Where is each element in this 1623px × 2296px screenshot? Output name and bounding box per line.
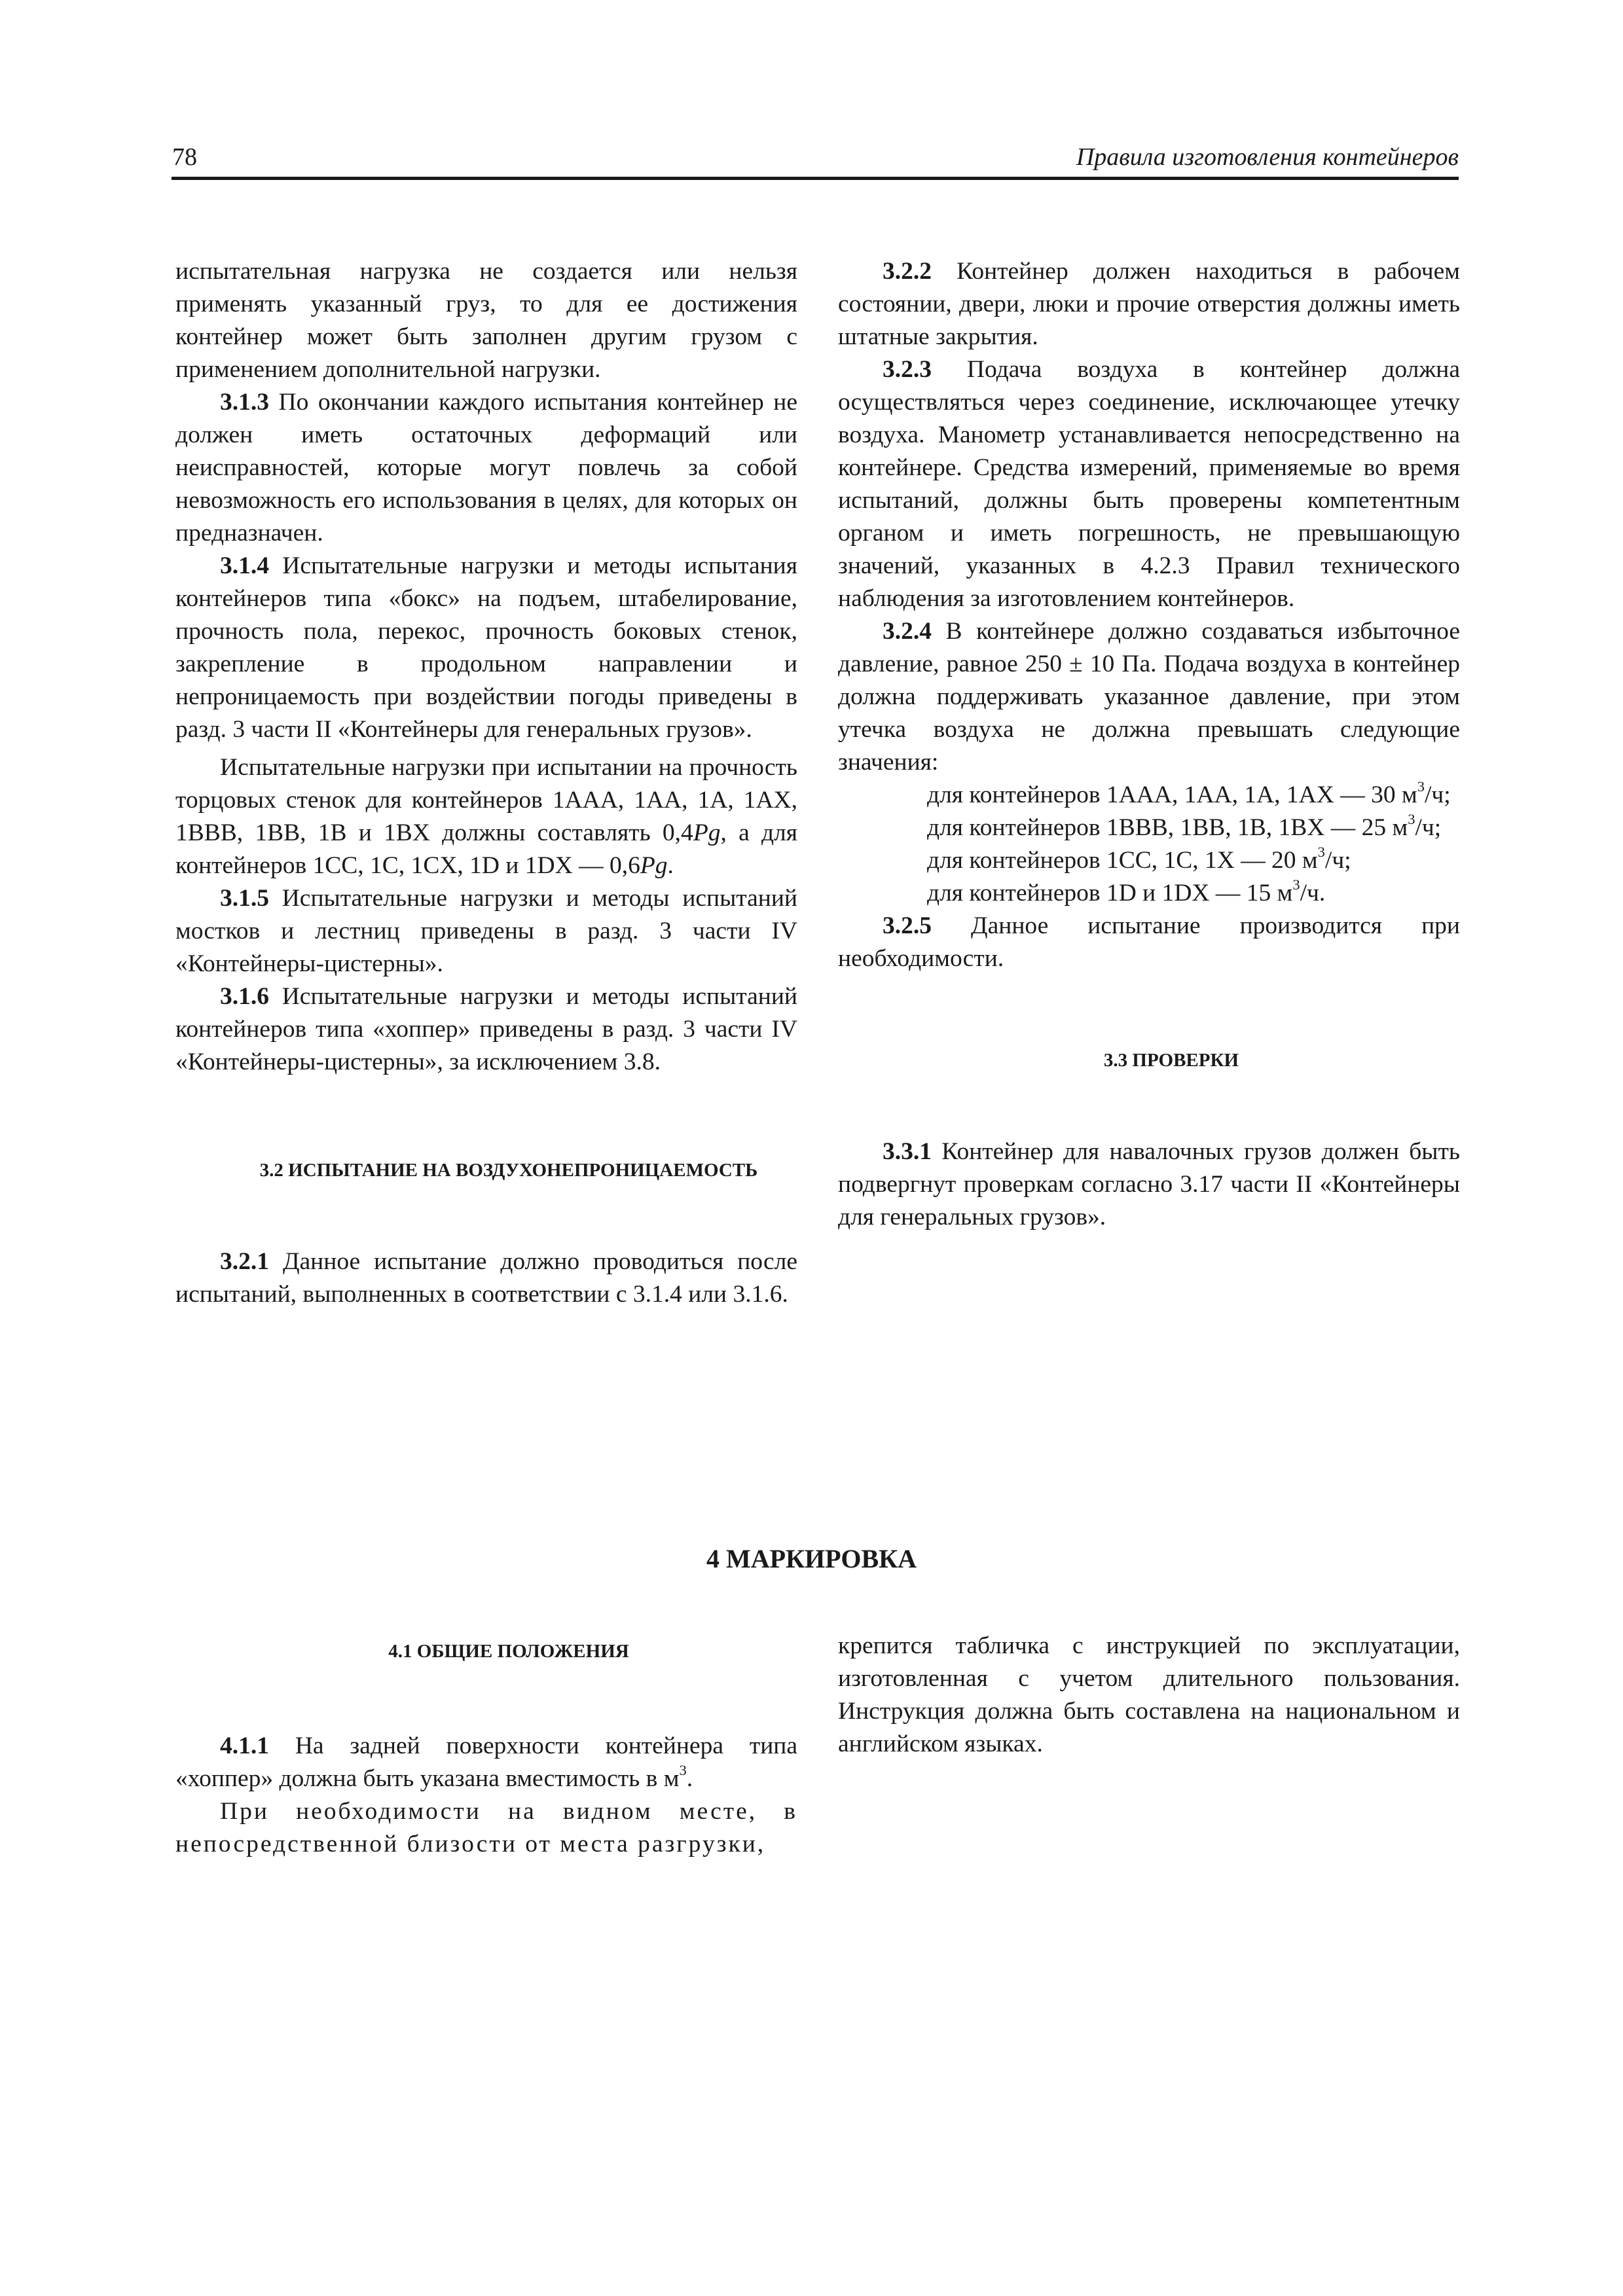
clause-text: Данное испытание производится при необходимости. bbox=[838, 912, 1460, 972]
chapter4-right-column bbox=[838, 1630, 1460, 1761]
text-run: для контейнеров 1BBB, 1BB, 1B, 1BX — 25 м bbox=[927, 814, 1408, 841]
leak-limit-item bbox=[838, 779, 1460, 812]
clause-text: В контейнере должно создаваться избыточное давление, равное 250 ± 10 Па. Подача воздуха в контейнер должна поддерживать указанное давление, при этом утечка воздуха не должна превышать следующие значения: bbox=[838, 618, 1460, 776]
pg-symbol: Pg bbox=[640, 852, 668, 879]
chapter4-left-column bbox=[175, 1638, 797, 1861]
superscript: 3 bbox=[1292, 876, 1300, 893]
page-number: 78 bbox=[172, 143, 197, 171]
superscript: 3 bbox=[679, 1762, 687, 1779]
clause-number: 3.2.2 bbox=[883, 258, 932, 285]
clause-3-2-5 bbox=[838, 910, 1460, 975]
end-wall-loads-paragraph bbox=[175, 751, 797, 882]
leak-limit-item bbox=[838, 812, 1460, 844]
right-column bbox=[838, 255, 1460, 1234]
clause-text: Испытательные нагрузки и методы испытания контейнеров типа «бокс» на подъем, штабелирование, прочность пола, перекос, прочность боковых стенок, закрепление в продольном направлении и непроницаемость при воздействии погоды приведены в разд. 3 части II «Контейнеры для генеральных грузов». bbox=[175, 552, 797, 743]
clause-number: 3.2.3 bbox=[883, 356, 932, 383]
clause-3-2-3 bbox=[838, 353, 1460, 615]
pg-symbol: Pg bbox=[693, 819, 721, 846]
clause-3-2-2 bbox=[838, 255, 1460, 353]
clause-3-2-4 bbox=[838, 615, 1460, 779]
leak-limit-item bbox=[838, 877, 1460, 910]
clause-text: На задней поверхности контейнера типа «хоппер» должна быть указана вместимость в м bbox=[175, 1732, 797, 1792]
clause-number: 4.1.1 bbox=[220, 1732, 269, 1759]
text-run: /ч; bbox=[1415, 814, 1442, 841]
clause-3-2-1 bbox=[175, 1246, 797, 1311]
paragraph-continuation: испытательная нагрузка не создается или нельзя применять указанный груз, то для ее достижения контейнер может быть заполнен другим грузом с применением дополнительной нагрузки. bbox=[175, 258, 797, 383]
clause-number: 3.1.6 bbox=[220, 983, 269, 1010]
clause-number: 3.2.4 bbox=[883, 618, 932, 645]
leak-limit-item bbox=[838, 844, 1460, 877]
clause-3-1-6 bbox=[175, 980, 797, 1079]
superscript: 3 bbox=[1417, 778, 1425, 795]
text-run: , а для контейнеров 1CC, 1C, 1CX, 1D и 1DX — 0,6 bbox=[175, 819, 798, 879]
clause-text: Контейнер должен находиться в рабочем состоянии, двери, люки и прочие отверстия должны иметь штатные закрытия. bbox=[838, 258, 1460, 350]
section-heading-4-1: 4.1 ОБЩИЕ ПОЛОЖЕНИЯ bbox=[388, 1641, 629, 1662]
clause-3-3-1 bbox=[838, 1136, 1460, 1234]
running-title: Правила изготовления контейнеров bbox=[1076, 143, 1459, 171]
clause-number: 3.1.5 bbox=[220, 885, 269, 912]
text-run: для контейнеров 1AAA, 1AA, 1A, 1AX — 30 м bbox=[927, 781, 1417, 808]
clause-text: Испытательные нагрузки и методы испытаний контейнеров типа «хоппер» приведены в разд. 3 части IV «Контейнеры-цистерны», за исключением 3.8. bbox=[175, 983, 797, 1075]
left-column bbox=[175, 255, 797, 1311]
clause-3-1-4 bbox=[175, 550, 797, 746]
header-rule bbox=[172, 177, 1459, 180]
section-heading-3-2: 3.2 ИСПЫТАНИЕ НА ВОЗДУХОНЕПРОНИЦАЕМОСТЬ bbox=[259, 1160, 758, 1181]
text-run: /ч; bbox=[1424, 781, 1451, 808]
text-run: для контейнеров 1CC, 1C, 1X — 20 м bbox=[927, 847, 1318, 874]
text-run: /ч. bbox=[1300, 880, 1326, 906]
clause-text: Подача воздуха в контейнер должна осуществляться через соединение, исключающее утечку воздуха. Манометр устанавливается непосредственно на контейнере. Средства измерений, применяемые во время испытаний, должны быть проверены компетентным органом и иметь погрешность, не превышающую значений, указанных в 4.2.3 Правил технического наблюдения за изготовлением контейнеров. bbox=[838, 356, 1460, 612]
section-heading-3-3: 3.3 ПРОВЕРКИ bbox=[1103, 1050, 1239, 1071]
paragraph-continuation: крепится табличка с инструкцией по эксплуатации, изготовленная с учетом длительного пользования. Инструкция должна быть составлена на национальном и английском языках. bbox=[838, 1632, 1460, 1757]
text-run: . bbox=[667, 852, 674, 879]
clause-number: 3.2.5 bbox=[883, 912, 932, 939]
clause-text: По окончании каждого испытания контейнер не должен иметь остаточных деформаций или неисправностей, которые могут повлечь за собой невозможность его использования в целях, для которых он предназначен. bbox=[175, 389, 797, 547]
clause-3-1-5 bbox=[175, 882, 797, 980]
text-run: Испытательные нагрузки при испытании на прочность торцовых стенок для контейнеров 1AAA, 1AA, 1A, 1AX, 1BBB, 1BB, 1B и 1BX должны составлять 0,4 bbox=[175, 754, 797, 846]
clause-number: 3.2.1 bbox=[220, 1248, 269, 1275]
superscript: 3 bbox=[1317, 844, 1325, 861]
clause-text: Данное испытание должно проводиться после испытаний, выполненных в соответствии с 3.1.4 или 3.1.6. bbox=[175, 1248, 797, 1308]
text-run: для контейнеров 1D и 1DX — 15 м bbox=[927, 880, 1293, 906]
superscript: 3 bbox=[1408, 811, 1415, 828]
paragraph-placement: При необходимости на видном месте, в непосредственной близости от места разгрузки, bbox=[175, 1798, 797, 1857]
clause-text: Контейнер для навалочных грузов должен быть подвергнут проверкам согласно 3.17 части II «Контейнеры для генеральных грузов». bbox=[838, 1138, 1460, 1230]
clause-number: 3.3.1 bbox=[883, 1138, 932, 1165]
clause-4-1-1 bbox=[175, 1730, 797, 1795]
clause-number: 3.1.4 bbox=[220, 552, 269, 579]
text-run: . bbox=[686, 1765, 693, 1792]
chapter-heading: 4 МАРКИРОВКА bbox=[706, 1544, 917, 1573]
clause-3-1-3 bbox=[175, 386, 797, 550]
clause-text: Испытательные нагрузки и методы испытаний мостков и лестниц приведены в разд. 3 части IV «Контейнеры-цистерны». bbox=[175, 885, 797, 977]
clause-number: 3.1.3 bbox=[220, 389, 269, 416]
text-run: /ч; bbox=[1324, 847, 1351, 874]
